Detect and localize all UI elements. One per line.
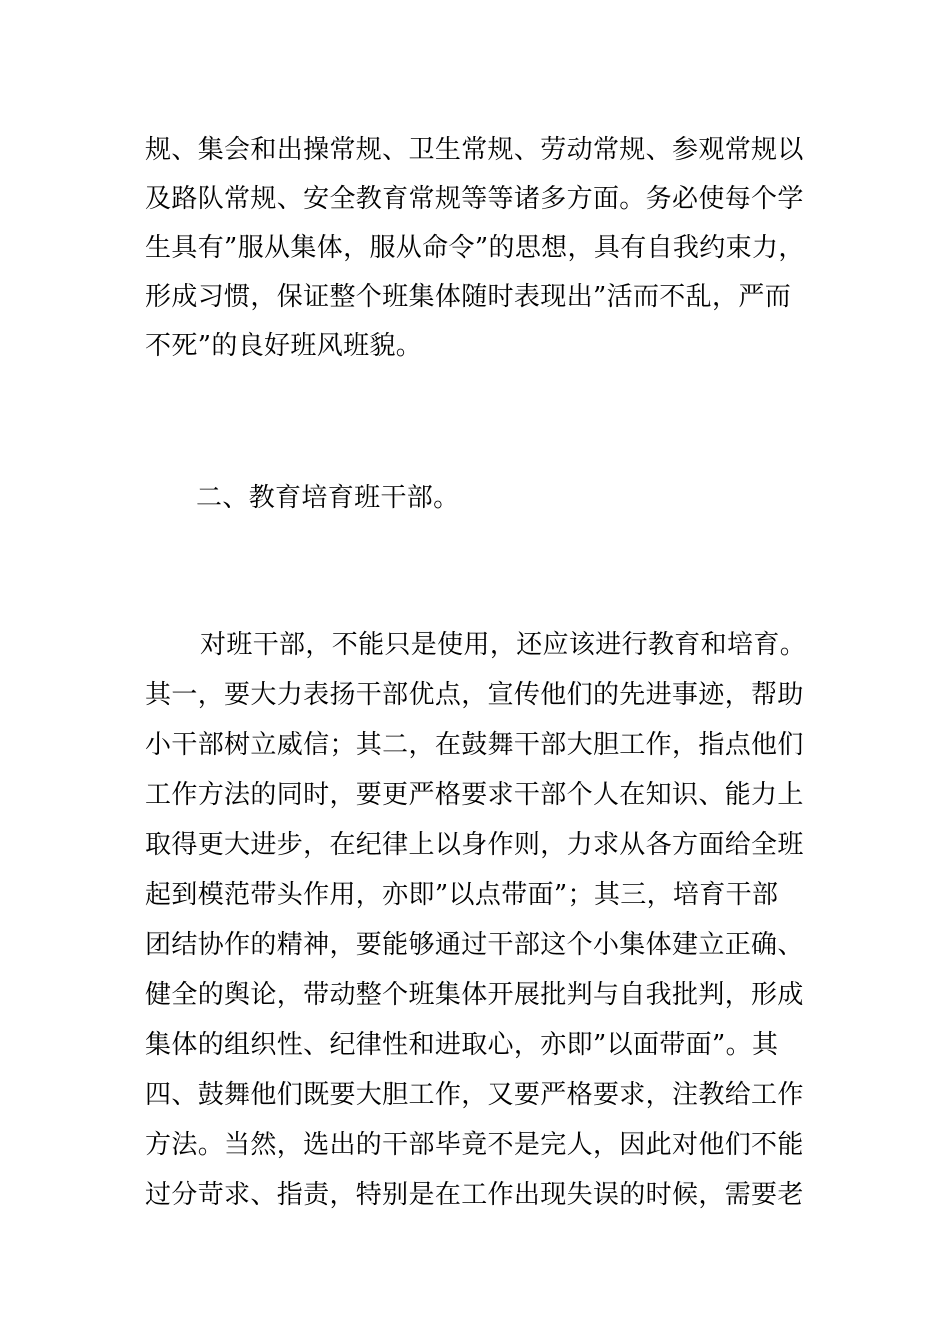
text-line: 工作方法的同时，要更严格要求干部个人在知识、能力上 <box>145 780 804 810</box>
text-line: 小干部树立威信；其二，在鼓舞干部大胆工作，指点他们 <box>145 730 804 760</box>
text-line: 形成习惯，保证整个班集体随时表现出”活而不乱，严而 <box>145 282 792 312</box>
text-line: 健全的舆论，带动整个班集体开展批判与自我批判，形成 <box>145 980 804 1010</box>
text-line: 起到模范带头作用，亦即”以点带面”；其三，培育干部 <box>145 880 779 910</box>
text-line: 集体的组织性、纪律性和进取心，亦即”以面带面”。其 <box>145 1030 779 1060</box>
text-line: 团结协作的精神，要能够通过干部这个小集体建立正确、 <box>145 930 804 960</box>
text-line: 规、集会和出操常规、卫生常规、劳动常规、参观常规以 <box>145 135 804 165</box>
text-line: 四、鼓舞他们既要大胆工作，又要严格要求，注教给工作 <box>145 1080 804 1110</box>
text-line: 方法。当然，选出的干部毕竟不是完人，因此对他们不能 <box>145 1130 804 1160</box>
text-line: 对班干部，不能只是使用，还应该进行教育和培育。 <box>200 630 807 660</box>
text-line: 取得更大进步，在纪律上以身作则，力求从各方面给全班 <box>145 830 804 860</box>
text-line: 不死”的良好班风班貌。 <box>145 331 423 361</box>
text-line: 其一，要大力表扬干部优点，宣传他们的先进事迹，帮助 <box>145 680 804 710</box>
text-line: 生具有”服从集体，服从命令”的思想，具有自我约束力， <box>145 233 805 263</box>
text-line: 及路队常规、安全教育常规等等诸多方面。务必使每个学 <box>145 184 804 214</box>
section-heading: 二、教育培育班干部。 <box>196 483 460 513</box>
text-line: 过分苛求、指责，特别是在工作出现失误的时候，需要老 <box>145 1180 804 1210</box>
